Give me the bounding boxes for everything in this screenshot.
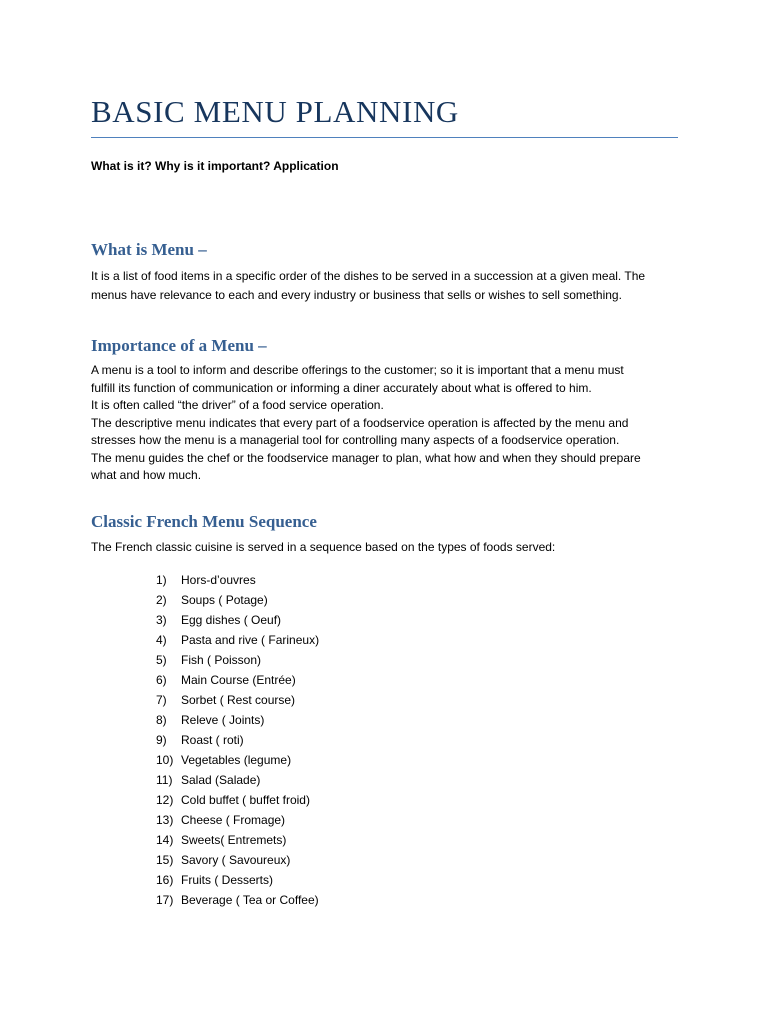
list-item-text: Sorbet ( Rest course) [181,693,296,707]
heading-importance-of-menu: Importance of a Menu – [91,336,267,355]
heading-what-is-menu: What is Menu – [91,240,207,259]
list-item-text: Fruits ( Desserts) [181,873,274,887]
list-item-number: 1) [156,573,167,587]
heading-french-menu-sequence: Classic French Menu Sequence [91,512,317,531]
what-is-menu-body [91,267,681,305]
paragraph-line: It is often called “the driver” of a food service operation. [91,398,384,412]
list-item-text: Beverage ( Tea or Coffee) [181,893,319,907]
list-item [156,612,319,632]
list-item [156,592,319,612]
list-item [156,692,319,712]
list-item-number: 5) [156,653,167,667]
list-item-number: 15) [156,853,174,867]
list-item [156,652,319,672]
list-item-number: 9) [156,733,167,747]
french-sequence-intro: The French classic cuisine is served in a sequence based on the types of foods served: [91,540,556,554]
list-item-text: Savory ( Savoureux) [181,853,291,867]
list-item-number: 2) [156,593,167,607]
list-item-text: Sweets( Entremets) [181,833,287,847]
list-item [156,752,319,772]
list-item-number: 10) [156,753,174,767]
list-item [156,792,319,812]
list-item [156,832,319,852]
paragraph-line: A menu is a tool to inform and describe offerings to the customer; so it is important that a menu must [91,363,624,377]
list-item-number: 4) [156,633,167,647]
list-item [156,872,319,892]
list-item [156,732,319,752]
list-item-number: 11) [156,773,173,787]
document-title: BASIC MENU PLANNING [91,94,459,129]
list-item-text: Hors-d’ouvres [181,573,256,587]
list-item-text: Salad (Salade) [181,773,261,787]
list-item-text: Releve ( Joints) [181,713,265,727]
paragraph-line: The menu guides the chef or the foodservice manager to plan, what how and when they should prepare [91,450,641,465]
list-item-number: 17) [156,893,174,907]
french-sequence-list [156,572,319,912]
list-item [156,712,319,732]
list-item-text: Cold buffet ( buffet froid) [181,793,310,807]
list-item-number: 6) [156,673,167,687]
paragraph-line: what and how much. [91,468,202,482]
list-item-text: Pasta and rive ( Farineux) [181,633,320,647]
paragraph-line: fulfill its function of communication or informing a diner accurately about what is offered to him. [91,380,592,395]
list-item [156,812,319,832]
document-subtitle: What is it? Why is it important? Application [91,159,339,173]
list-item-text: Fish ( Poisson) [181,653,262,667]
list-item-text: Vegetables (legume) [181,753,292,767]
list-item-number: 14) [156,833,174,847]
list-item-text: Cheese ( Fromage) [181,813,286,827]
list-item [156,572,319,592]
list-item-text: Egg dishes ( Oeuf) [181,613,282,627]
paragraph-line: menus have relevance to each and every industry or business that sells or wishes to sell something. [91,288,622,302]
list-item-text: Roast ( roti) [181,733,244,747]
title-underline [91,137,678,138]
list-item-text: Soups ( Potage) [181,593,268,607]
importance-body [91,362,681,485]
list-item-number: 16) [156,873,174,887]
paragraph-line: stresses how the menu is a managerial tool for controlling many aspects of a foodservice operation. [91,433,620,447]
list-item-text: Main Course (Entrée) [181,673,296,687]
list-item-number: 7) [156,693,167,707]
list-item [156,852,319,872]
list-item-number: 12) [156,793,174,807]
list-item [156,632,319,652]
list-item [156,892,319,912]
list-item-number: 13) [156,813,174,827]
list-item-number: 8) [156,713,167,727]
paragraph-line: It is a list of food items in a specific order of the dishes to be served in a succession at a given meal. The [91,269,646,283]
paragraph-line: The descriptive menu indicates that every part of a foodservice operation is affected by the menu and [91,415,629,430]
list-item-number: 3) [156,613,167,627]
list-item [156,672,319,692]
list-item [156,772,319,792]
